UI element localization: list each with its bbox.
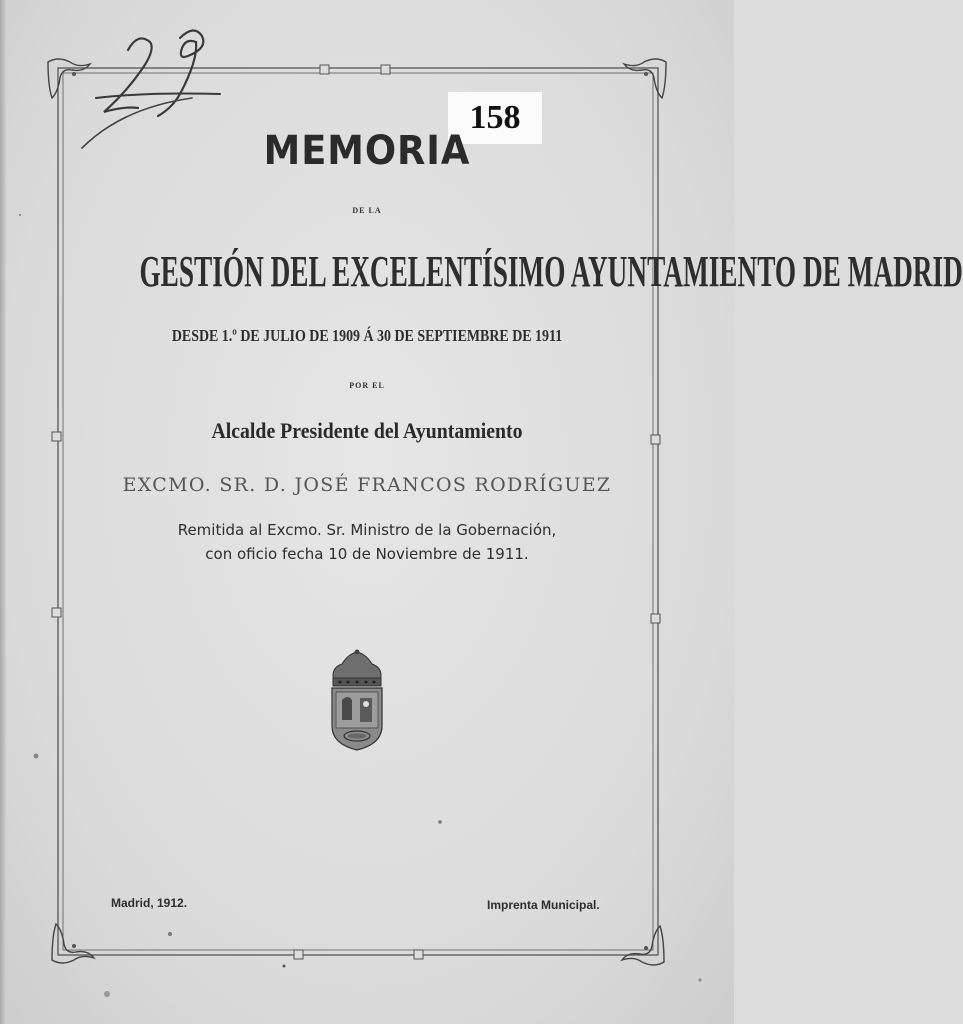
madrid-coat-of-arms-icon [326, 648, 388, 752]
footer-printer: Imprenta Municipal. [487, 898, 600, 912]
author-role: Alcalde Presidente del Ayuntamiento [211, 418, 523, 443]
catalog-stamp-number: 158 [448, 92, 542, 144]
remitted-line-1: Remitida al Excmo. Sr. Ministro de la Gobernación, [177, 521, 557, 539]
connector-por-el: POR EL [349, 381, 385, 390]
period-line: DESDE 1.º DE JULIO DE 1909 Á 30 DE SEPTIEMBRE DE 1911 [171, 326, 563, 345]
document-subtitle: GESTIÓN DEL EXCELENTÍSIMO AYUNTAMIENTO DE MADRID [139, 247, 963, 296]
document-title: MEMORIA [263, 128, 471, 174]
author-name: EXCMO. SR. D. JOSÉ FRANCOS RODRÍGUEZ [122, 474, 612, 496]
footer-place-date: Madrid, 1912. [111, 896, 188, 910]
connector-de-la: DE LA [352, 206, 382, 215]
remitted-line-2: con oficio fecha 10 de Noviembre de 1911. [205, 545, 529, 563]
